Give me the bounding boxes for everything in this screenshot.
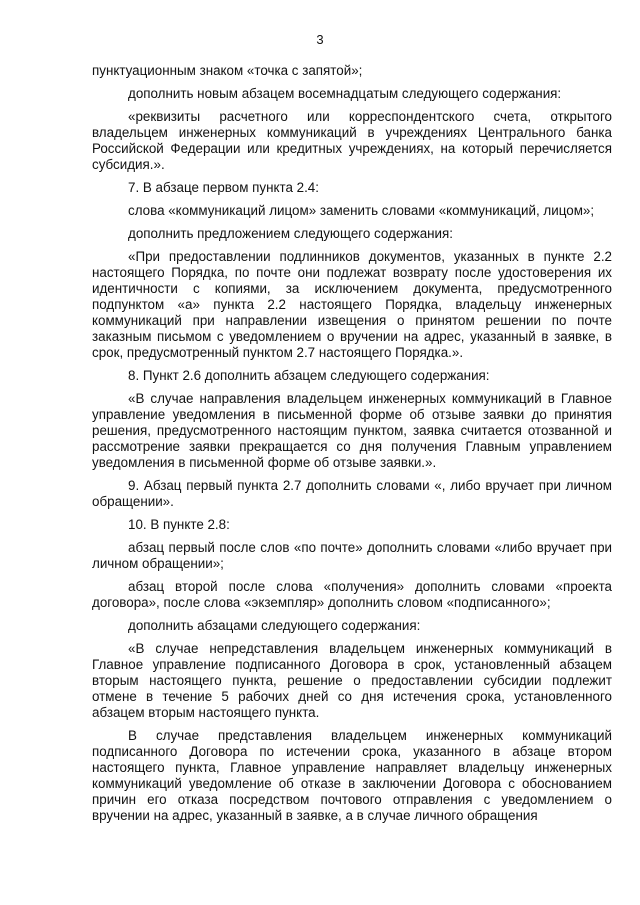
paragraph: слова «коммуникаций лицом» заменить словами «коммуникаций, лицом»; (128, 203, 595, 218)
paragraph: 10. В пункте 2.8: (128, 517, 230, 532)
paragraph: абзац второй после слова «получения» дополнить словами «проекта договора», после слова «экземпляр» дополнить словом «подписанного»; (92, 579, 612, 610)
paragraph: «В случае непредставления владельцем инженерных коммуникаций в Главное управление подписанного Договора в срок, установленный абзацем вторым настоящего пункта, решение о предоставлении субсидии подлежит отмене в течение 5 рабочих дней со дня истечения срока, установленного абзацем вторым настоящего пункта. (92, 641, 612, 720)
paragraph: абзац первый после слов «по почте» дополнить словами «либо вручает при личном обращении»; (92, 540, 612, 571)
document-body (92, 63, 612, 831)
paragraph: «реквизиты расчетного или корреспондентского счета, открытого владельцем инженерных коммуникаций в учреждениях Центрального банка Российской Федерации или кредитных учреждениях, на который перечисляется субсидия.». (92, 109, 612, 172)
paragraph: дополнить новым абзацем восемнадцатым следующего содержания: (128, 86, 562, 101)
paragraph: дополнить абзацами следующего содержания: (128, 618, 421, 633)
paragraph: дополнить предложением следующего содержания: (128, 226, 454, 241)
paragraph: 8. Пункт 2.6 дополнить абзацем следующего содержания: (128, 368, 490, 383)
paragraph: «В случае направления владельцем инженерных коммуникаций в Главное управление уведомления в письменной форме об отзыве заявки до принятия решения, предусмотренного настоящим пунктом, заявка считается отозванной и рассмотрение заявки прекращается со дня получения Главным управлением уведомления в письменной форме об отзыве заявки.». (92, 391, 612, 470)
paragraph: «При предоставлении подлинников документов, указанных в пункте 2.2 настоящего Порядка, по почте они подлежат возврату после удостоверения их идентичности с копиями, за исключением документа, предусмотренного подпунктом «а» пункта 2.2 настоящего Порядка, владельцу инженерных коммуникаций при направлении извещения о принятом решении по почте заказным письмом с уведомлением о вручении на адрес, указанный в заявке, в срок, предусмотренный пунктом 2.7 настоящего Порядка.». (92, 249, 612, 360)
paragraph: пунктуационным знаком «точка с запятой»; (92, 63, 363, 78)
paragraph: В случае представления владельцем инженерных коммуникаций подписанного Договора по истечении срока, указанного в абзаце втором настоящего пункта, Главное управление направляет владельцу инженерных коммуникаций уведомление об отказе в заключении Договора с обоснованием причин его отказа посредством почтового отправления с уведомлением о вручении на адрес, указанный в заявке, а в случае личного обращения (92, 728, 612, 823)
paragraph: 7. В абзаце первом пункта 2.4: (128, 180, 319, 195)
page-number: 3 (316, 32, 324, 47)
paragraph: 9. Абзац первый пункта 2.7 дополнить словами «, либо вручает при личном обращении». (92, 478, 612, 509)
